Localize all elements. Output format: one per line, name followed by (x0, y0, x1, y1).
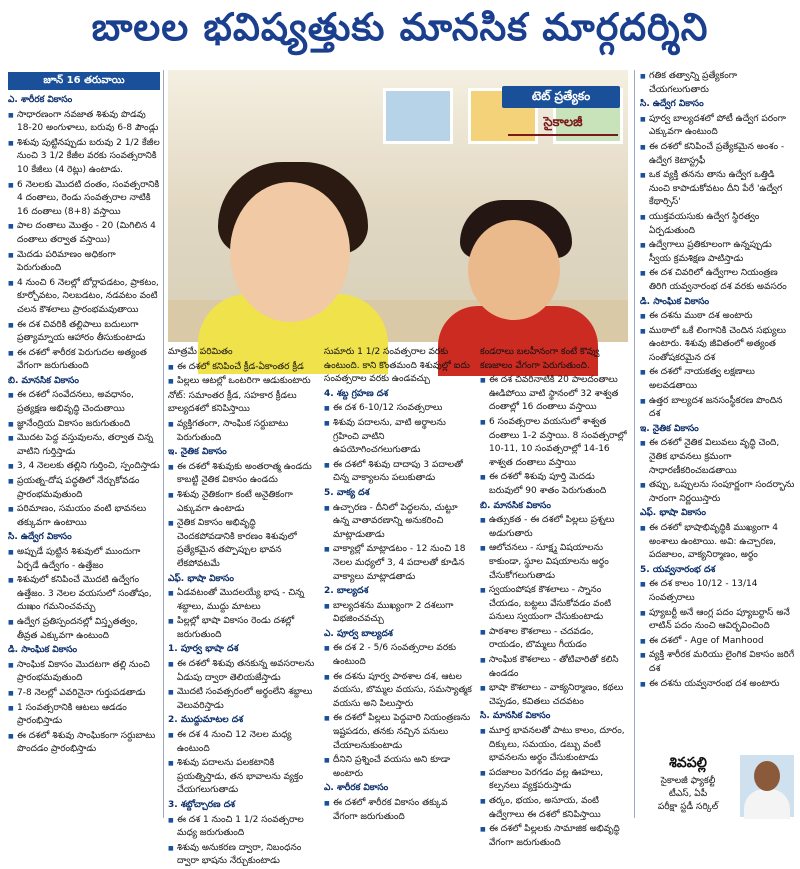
column-3 (324, 346, 472, 822)
paragraph: ■ నైతిక వికాసం అభివృద్ధి చెందకపోవడానికి కారణం శిశువులో ప్రత్యేకమైన తప్పొప్పుల భావన లేకపోవటమే (168, 517, 316, 571)
paragraph: ■ ఈ దశలో శిశువు దాదాపు 3 పదాలతో చిన్న వాక్యాలను పలుకుతాడు (324, 459, 472, 486)
paragraph: ■ శిశువు పుట్టినప్పుడు బరువు 2 1/2 కేజీల నుంచి 3 1/2 కేజీల వరకు సంవత్సరానికి 10 కేజీలు (4 రెట్లు) ఉంటాడు. (8, 137, 160, 178)
section-heading: ఎఫ్. భాషా వికాసం (168, 573, 234, 584)
paragraph: ■ ఈ దశలో సంవేదనలు, అవధానం, ప్రత్యక్షణ అభివృద్ధి చెందుతాయి (8, 389, 160, 416)
paragraph: ■ ఈ దశలో శిశువుకు అంతరాత్మ ఉండదు కాబట్టి నైతిక వికాసం ఉండదు (168, 461, 316, 488)
section-heading: సి. మానసిక వికాసం (480, 711, 551, 722)
paragraph: ■ 3, 4 నెలలకు తల్లిని గుర్తించి, స్పందిస్తాడు (8, 460, 160, 474)
paragraph: ■ శిశువు పదాలను పలకటానికి ప్రయత్నిస్తాడు, తన భావాలను వ్యక్తం చేయగలుగుతాడు (168, 757, 316, 798)
paragraph: ■ గతిక తత్వాన్ని ప్రత్యేకంగా చేయగలుగుతారు (640, 70, 795, 97)
paragraph: ■ ఈ దశ చివరికి తల్లిపాలు బదులుగా ప్రత్యామ్నాయ ఆహారం తీసుకుంటాడు (8, 319, 160, 346)
section-heading: సి. ఉద్వేగ వికాసం (640, 99, 704, 110)
paragraph: ■ పూర్వ బాల్యదశలో పోటీ ఉద్వేగ పరంగా ఎక్కువగా ఉంటుంది (640, 113, 795, 140)
paragraph: ■ 6 నెలలకు మొదటి దంతం, సంవత్సరానికి 4 దంతాలు, రెండు సంవత్సరాల నాటికి 16 దంతాలు (8+8) వస్తాయి (8, 179, 160, 220)
paragraph: ■ యుక్తవయసుకు ఉద్వేగ స్థిరత్వం ఏర్పడుతుంది (640, 211, 795, 238)
paragraph: ■ అప్పుడే పుట్టిన శిశువులో ముందుగా ఏర్పడే ఉద్వేగం - ఉత్తేజం (8, 546, 160, 573)
author-name: శివపల్లి (669, 755, 707, 771)
paragraph: ■ ఈ దశ చివరినాటికి 20 పాలదంతాలు ఊడిపోయి వాటి స్థానంలో 32 శాశ్వత దంతాల్లో 16 దంతాలు వస్తాయి (480, 374, 628, 415)
paragraph: ■ ఈ దశలో శిశువు పూర్తి మెదడు బరువులో 90 శాతం పెరుగుతుంది (480, 471, 628, 498)
author-line-3: పరీక్షా స్టడీ సర్కిల్ (657, 802, 719, 812)
paragraph: ■ భాషా కౌశలాలు - వాక్యనిర్మాణం, కథలు చెప్పడం, కవితలు చదవటం (480, 682, 628, 709)
section-heading: డి. సాంఘిక వికాసం (8, 645, 78, 656)
paragraph: ■ ఈ దశ కాలం 10/12 - 13/14 సంవత్సరాలు (640, 578, 795, 605)
paragraph: ■ మొదట పెద్ద వస్తువులను, తర్వాత చిన్న వాటిని గుర్తిస్తాడు (8, 432, 160, 459)
paragraph: ■ శిశువు పదాలను, వాటి అర్థాలను గ్రహించి వాటిని ఉపయోగించగలుగుతాడు (324, 417, 472, 458)
paragraph: ■ ఈ దశలో శారీరక వికాసం తక్కువ వేగంగా జరుగుతుంది (324, 797, 472, 824)
author-box (640, 755, 795, 818)
paragraph: ■ పరిమాణం, సమయం వంటి భావనలు తక్కువగా ఉంటాయి (8, 503, 160, 530)
paragraph: ■ ఈ దశలో నాయకత్వ లక్షణాలు అలవడతాయి (640, 366, 795, 393)
paragraph: ■ ఈ దశను పూర్వ పాఠశాల దశ, ఆటల వయసు, బొమ్మల వయసు, సమస్యాత్మక వయసు అని పిలుస్తారు (324, 671, 472, 712)
section-heading: ఎ. పూర్వ బాల్యదశ (324, 628, 393, 639)
section-heading: ఎ. శారీరక వికాసం (8, 95, 73, 105)
section-heading: బి. మానసిక వికాసం (8, 375, 79, 386)
headline: బాలల భవిష్యత్తుకు మానసిక మార్గదర్శిని (91, 5, 709, 49)
paragraph: ■ పిల్లలు ఆటల్లో ఒంటరిగా ఆడుకుంటారు (168, 375, 316, 389)
paragraph: ■ ఈ దశ 6-10/12 సంవత్సరాలు (324, 402, 472, 416)
girl-face (230, 182, 350, 322)
paragraph: ■ ఒక వ్యక్తి తనను తాను ఉద్వేగ ఒత్తిడి నుంచి కాపాడుకోవటం దీని పేరే 'ఉద్వేగ కేథార్సిస్' (640, 169, 795, 210)
paragraph: ■ ఉద్వేగ ప్రతిస్పందనల్లో విస్తృతత్వం, తీవ్రత ఎక్కువగా ఉంటుంది (8, 616, 160, 643)
paragraph: మాత్రమే పరిమితం (168, 347, 233, 357)
section-heading: డి. సాంఘిక వికాసం (640, 296, 710, 307)
column-divider (634, 70, 635, 818)
paragraph: ■ ఈ దశలో శిశువు తనకున్న అవసరాలను ఏడుపు ద్వారా తెలియజేస్తాడు (168, 658, 316, 685)
paragraph: కండరాలు బలహీనంగా కంటే కొవ్వు కణజాలం వేగంగా పెరుగుతుంది. (480, 347, 600, 371)
paragraph: ■ పదజాలం పెరగడం వల్ల ఊహలు, కల్పనలు వ్యక్తపరుస్తాడు (480, 767, 628, 794)
column-2 (168, 346, 316, 867)
paragraph: ■ ఈ దశలో కనిపించే ప్రత్యేకమైన అంశం - ఉద్వేగ కెటాస్ట్రఫీ (640, 141, 795, 168)
paragraph: ■ ఈ దశలో శారీరక పెరుగుదల అత్యంత వేగంగా జరుగుతుంది (8, 347, 160, 374)
paragraph: ■ తర్కం, భయం, అసూయ, వంటి ఉద్వేగాలు ఈ దశలో కనిపిస్తాయి (480, 795, 628, 822)
paragraph: ■ సాధారణంగా నవజాత శిశువు పొడవు 18-20 అంగుళాలు, బరువు 6-8 పౌండ్లు (8, 109, 160, 136)
paragraph: ■ శిశువు అనుకరణ ద్వారా, నిబంధనం ద్వారా భాషను నేర్చుకుంటాడు (168, 842, 316, 869)
paragraph: ■ ఈ దశలో శిశువు సాంఘికంగా సర్దుబాటు పొందడం ప్రారంభిస్తాడు (8, 730, 160, 757)
paragraph: ■ ఈ దశలో పిల్లలు పెద్దవారి నియంత్రణను ఇష్టపడరు, తనకు నచ్చిన పనులు చేయాలనుకుంటాడు (324, 712, 472, 753)
paragraph: ■ ఉద్వేగాలు ప్రతికూలంగా ఉన్నప్పుడు స్వీయ క్రమశిక్షణ పాటిస్తాడు (640, 239, 795, 266)
paragraph: ■ వాక్యాల్లో మాట్లాడటం - 12 నుంచి 18 నెలల మధ్యలో 3, 4 పదాలతో కూడిన వాక్యాలు మాట్లాడతాడు (324, 543, 472, 584)
date-tag: జూన్ 16 తరువాయి (8, 72, 160, 90)
paragraph: ■ ఆలోచనలు - సూక్ష్మ విషయాలను కాకుండా, స్థూల విషయాలను అర్థం చేసుకోగలుగుతాడు (480, 542, 628, 583)
paragraph: ■ ఈ దశను యవ్వనారంభ దశ అంటారు (640, 678, 795, 692)
paragraph: ■ ఉత్తర బాల్యదశ జనసంస్థీకరణ పొందిన దశ (640, 395, 795, 422)
section-heading: ఇ. నైతిక వికాసం (640, 423, 699, 434)
paragraph: ■ ఈ దశలో కనిపించే క్రీడ-ఏకాంతర క్రీడ (168, 361, 316, 375)
paragraph: ■ ఈ దశలో - Age of Manhood (640, 635, 795, 649)
wall-chart (383, 88, 453, 144)
paragraph: ■ 7-8 నెలల్లో ఎవరినైనా గుర్తుపడతాడు (8, 687, 160, 701)
paragraph: ■ ఈ దశ 4 నుంచి 12 నెలల మధ్య ఉంటుంది (168, 729, 316, 756)
subject-badge: సైకాలజీ (508, 114, 618, 136)
author-photo (740, 755, 794, 817)
column-5 (640, 70, 795, 750)
paragraph: ■ శిశువులో కనిపించే మొదటి ఉద్వేగం ఉత్తేజం. 3 నెలల వయసులో సంతోషం, దుఃఖం గమనించవచ్చు (8, 574, 160, 615)
article-photo (168, 70, 628, 342)
author-line-1: సైకాలజీ ఫ్యాకల్టీ (660, 776, 716, 786)
section-heading: 4. శబ్ద గ్రహణ దశ (324, 388, 389, 399)
paragraph: ■ ప్యూబర్టీ అనే ఆంగ్ల పదం ప్యూబర్టాస్ అనే లాటిన్ పదం నుంచి ఆవిర్భవించింది (640, 607, 795, 634)
paragraph: ■ ఈ దశ 1 నుంచి 1 1/2 సంవత్సరాల మధ్య జరుగుతుంది (168, 814, 316, 841)
paragraph: సుమారు 1 1/2 సంవత్సరాల వరకు ఉంటుంది. కాని కొంతమంది శిశువుల్లో ఐదు సంవత్సరాల వరకు ఉండవచ్చు (324, 347, 470, 385)
column-divider (163, 70, 164, 818)
section-heading: ఎ. శారీరక వికాసం (324, 783, 389, 794)
author-line-2: టీఎస్, ఏపీ (668, 789, 708, 799)
paragraph: ■ ఈ దశ చివరిలో ఉద్వేగాల నియంత్రణ తిరిగి యవ్వనారంభ దశ వరకు అవసరం (640, 267, 795, 294)
paragraph: ■ ఏడవటంతో మొదలయ్యే భాష - చిన్న శబ్దాలు, ముద్దు మాటలు (168, 587, 316, 614)
paragraph: ■ పాల దంతాలు మొత్తం - 20 (మిగిలిన 4 దంతాలు తర్వాత వస్తాయి) (8, 220, 160, 247)
section-heading: 5. యవ్వనారంభ దశ (640, 564, 716, 575)
boy-face (468, 220, 560, 320)
paragraph: ■ శిశువు నైతికంగా కంటే అనైతికంగా ఎక్కువగా ఉంటాడు (168, 489, 316, 516)
author-role (640, 775, 736, 814)
paragraph: ■ ఉత్సుకత - ఈ దశలో పిల్లలు ప్రశ్నలు అడుగుతారు (480, 514, 628, 541)
paragraph: ■ తప్పు, ఒప్పులను సంపూర్ణంగా సందర్భాను సారంగా నిర్ణయిస్తారు (640, 479, 795, 506)
section-heading: 5. వాక్య దశ (324, 487, 370, 498)
paragraph: ■ బాల్యదశను ముఖ్యంగా 2 దశలుగా విభజించవచ్చు (324, 600, 472, 627)
special-badge: టెట్ ప్రత్యేకం (502, 86, 620, 108)
paragraph: ■ సాంఘిక కౌశలాలు - తోటివారితో కలిసి ఉండడం (480, 654, 628, 681)
paragraph: ■ ఈ దశలో పిల్లలకు సామాజిక అభివృద్ధి వేగంగా జరుగుతుంది (480, 823, 628, 850)
section-heading: సి. ఉద్వేగ వికాసం (8, 532, 72, 543)
paragraph: ■ మూర్త భావనలతో పాటు కాలం, దూరం, దిక్కులు, సమయం, డబ్బు వంటి భావనలను అర్థం చేసుకుంటాడు (480, 725, 628, 766)
paragraph: ■ స్వయంపోషక కౌశలాలు - స్నానం చేయడం, బట్టలు వేసుకోవడం వంటి పనులు స్వయంగా చేసుకుంటాడు (480, 584, 628, 625)
paragraph: ■ జ్ఞానేంద్రియ వికాసం జరుగుతుంది (8, 418, 160, 432)
paragraph: ■ పిల్లల్లో భాషా వికాసం రెండు దశల్లో జరుగుతుంది (168, 615, 316, 642)
section-heading: 1. పూర్వ భాషా దశ (168, 644, 239, 655)
paragraph: ■ ఈ దశలో నైతిక విలువలు వృద్ధి చెంది, నైతిక భావనలు క్రమంగా సాధారణీకరించబడతాయి (640, 437, 795, 478)
column-4 (480, 346, 628, 848)
paragraph: ■ ఈ దశను ముఠా దశ అంటారు (640, 310, 795, 324)
paragraph: ■ ప్రయత్న-దోష పద్ధతిలో నేర్చుకోవడం ప్రారంభమవుతుంది (8, 475, 160, 502)
paragraph: ■ సాంఘిక వికాసం మొదటగా తల్లి నుంచి ప్రారంభమవుతుంది (8, 659, 160, 686)
paragraph: నోట్: సమాంతర క్రీడ, సహకార క్రీడలు బాల్యదశలో కనిపిస్తాయి (168, 390, 297, 415)
section-heading: 3. శబ్దోచ్చారణ దశ (168, 800, 235, 810)
section-heading: 2. ముద్దుమాటల దశ (168, 715, 244, 726)
section-heading: బి. మానసిక వికాసం (480, 500, 551, 511)
paragraph: ■ ముఠాలో ఒకే లింగానికి చెందిన సభ్యులు ఉంటారు. శిశువు జీవితంలో అత్యంత సంతోషకరమైన దశ (640, 325, 795, 366)
paragraph: ■ పాఠశాల కౌశలాలు - చదవడం, రాయడం, బొమ్మలు గీయడం (480, 626, 628, 653)
paragraph: ■ మెదడు పరిమాణం అధికంగా పెరుగుతుంది (8, 249, 160, 276)
paragraph: ■ వ్యక్తిగతంగా, సాంఘిక సర్దుబాటు పెరుగుతుంది (168, 418, 316, 445)
paragraph: ■ వ్యక్తి శారీరక మరియు లైంగిక వికాసం జరిగే దశ (640, 649, 795, 676)
paragraph: ■ దీనిని ప్రశ్నించే వయసు అని కూడా అంటారు (324, 754, 472, 781)
paragraph: ■ ఉచ్చారణ - దీనిలో పెద్దలను, చుట్టూ ఉన్న వాతావరణాన్ని అనుకరించి మాట్లాడుతాడు (324, 502, 472, 543)
section-heading: ఎఫ్. భాషా వికాసం (640, 508, 706, 519)
paragraph: ■ 6 సంవత్సరాల వయసులో శాశ్వత దంతాలు 1-2 వస్తాయి. 8 సంవత్సరాల్లో 10-11, 10 సంవత్సరాల్లో 14-16 శాశ్వత దంతాలు వస్తాయి (480, 416, 628, 470)
paragraph: ■ ఈ దశ 2 - 5/6 సంవత్సరాల వరకు ఉంటుంది (324, 642, 472, 669)
paragraph: ■ మొదటి సంవత్సరంలో అర్థంలేని శబ్దాలు వెలువరిస్తాడు (168, 686, 316, 713)
paragraph: ■ 4 నుంచి 6 నెలల్లో బోర్లాపడటం, ప్రాకటం, కూర్చోవటం, నిలబడటం, నడవటం వంటి చలన కౌశలాలు ప్రారంభమవుతాయి (8, 277, 160, 318)
section-heading: ఇ. నైతిక వికాసం (168, 447, 227, 458)
paragraph: ■ 1 సంవత్సరానికి ఆటలు ఆడడం ప్రారంభిస్తాడు (8, 702, 160, 729)
section-heading: 2. బాల్యదశ (324, 586, 369, 597)
column-1 (8, 94, 160, 818)
paragraph: ■ ఈ దశలో భాషాభివృద్ధికి ముఖ్యంగా 4 అంశాలు ఉంటాయి. అవి: ఉచ్చారణ, పదజాలం, వాక్యనిర్మాణం, అర్థం (640, 522, 795, 563)
